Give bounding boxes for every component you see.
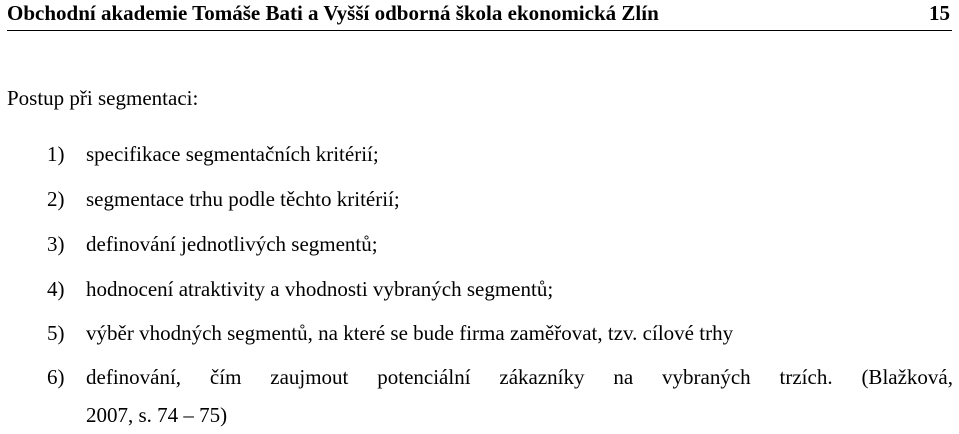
- list-number: 6): [47, 365, 65, 389]
- list-item: [47, 187, 400, 212]
- citation-continuation: 2007, s. 74 – 75): [86, 403, 228, 427]
- list-text: definování jednotlivých segmentů;: [86, 232, 378, 256]
- list-text: hodnocení atraktivity a vhodnosti vybraných segmentů;: [86, 277, 554, 301]
- list-text: definování, čím zaujmout potenciální zákazníky na vybraných trzích. (Blažková,: [86, 365, 953, 389]
- list-item: [47, 232, 378, 257]
- list-number: 5): [47, 321, 65, 345]
- list-item: [47, 365, 953, 390]
- list-number: 4): [47, 277, 65, 301]
- list-text: specifikace segmentačních kritérií;: [86, 142, 379, 166]
- list-item: [47, 142, 379, 167]
- list-number: 2): [47, 187, 65, 211]
- list-item: [47, 321, 733, 346]
- header-title: Obchodní akademie Tomáše Bati a Vyšší odborná škola ekonomická Zlín: [7, 1, 659, 25]
- page-number: 15: [929, 1, 950, 25]
- section-intro: Postup při segmentaci:: [7, 86, 199, 110]
- list-text: segmentace trhu podle těchto kritérií;: [86, 187, 400, 211]
- page-header: [7, 0, 952, 31]
- list-number: 3): [47, 232, 65, 256]
- list-number: 1): [47, 142, 65, 166]
- list-item: [47, 277, 553, 302]
- list-text: výběr vhodných segmentů, na které se bude firma zaměřovat, tzv. cílové trhy: [86, 321, 734, 345]
